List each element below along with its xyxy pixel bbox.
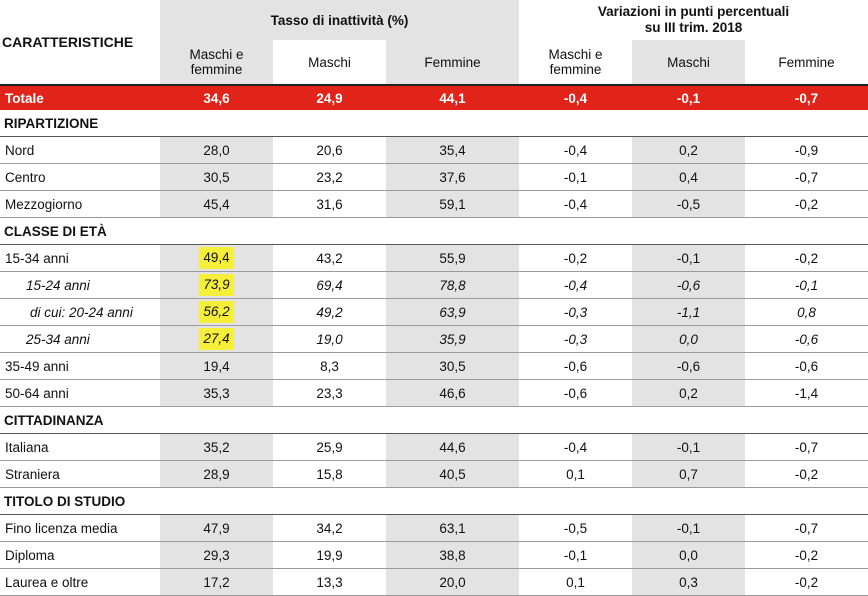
table-row bbox=[0, 272, 868, 299]
total-value: -0,4 bbox=[519, 85, 632, 110]
cell: -0,7 bbox=[745, 434, 868, 461]
row-label: Nord bbox=[0, 137, 160, 164]
cell: -0,1 bbox=[745, 272, 868, 299]
cell: 46,6 bbox=[386, 380, 519, 407]
table-row bbox=[0, 299, 868, 326]
col-header-both-var: Maschi e femmine bbox=[519, 40, 632, 85]
cell bbox=[160, 272, 273, 299]
cell: 47,9 bbox=[160, 515, 273, 542]
highlighted-value: 73,9 bbox=[199, 274, 233, 296]
table-row bbox=[0, 245, 868, 272]
cell: -0,6 bbox=[745, 326, 868, 353]
cell: -0,9 bbox=[745, 137, 868, 164]
cell: -0,2 bbox=[745, 542, 868, 569]
row-label: di cui: 20-24 anni bbox=[0, 299, 160, 326]
cell: -0,6 bbox=[745, 353, 868, 380]
total-row bbox=[0, 85, 868, 110]
cell: 0,2 bbox=[632, 137, 745, 164]
inactivity-rate-group-header: Tasso di inattività (%) bbox=[160, 0, 519, 40]
cell: -0,5 bbox=[519, 515, 632, 542]
table-row bbox=[0, 461, 868, 488]
row-label: Laurea e oltre bbox=[0, 569, 160, 596]
cell: 0,7 bbox=[632, 461, 745, 488]
section-header-row bbox=[0, 218, 868, 245]
cell: 8,3 bbox=[273, 353, 386, 380]
table-row bbox=[0, 164, 868, 191]
cell: 35,3 bbox=[160, 380, 273, 407]
cell: 55,9 bbox=[386, 245, 519, 272]
row-label: Diploma bbox=[0, 542, 160, 569]
cell: 0,2 bbox=[632, 380, 745, 407]
cell: -0,6 bbox=[519, 353, 632, 380]
cell: -0,1 bbox=[519, 542, 632, 569]
cell: 19,4 bbox=[160, 353, 273, 380]
cell: -0,4 bbox=[519, 191, 632, 218]
cell: 63,9 bbox=[386, 299, 519, 326]
table-row bbox=[0, 434, 868, 461]
section-header-row bbox=[0, 407, 868, 434]
total-value: -0,7 bbox=[745, 85, 868, 110]
cell: -0,4 bbox=[519, 137, 632, 164]
row-label: Centro bbox=[0, 164, 160, 191]
col-header-both: Maschi e femmine bbox=[160, 40, 273, 85]
cell: 17,2 bbox=[160, 569, 273, 596]
table-row bbox=[0, 191, 868, 218]
total-value: 24,9 bbox=[273, 85, 386, 110]
cell: -0,4 bbox=[519, 434, 632, 461]
highlighted-value: 27,4 bbox=[199, 328, 233, 350]
cell: 38,8 bbox=[386, 542, 519, 569]
row-label: 35-49 anni bbox=[0, 353, 160, 380]
section-title: CITTADINANZA bbox=[0, 407, 868, 434]
cell: -0,6 bbox=[519, 380, 632, 407]
cell: 35,2 bbox=[160, 434, 273, 461]
section-title: RIPARTIZIONE bbox=[0, 110, 868, 137]
row-label: 15-24 anni bbox=[0, 272, 160, 299]
row-label: Fino licenza media bbox=[0, 515, 160, 542]
cell: -0,1 bbox=[632, 245, 745, 272]
cell: 0,1 bbox=[519, 461, 632, 488]
table-row bbox=[0, 326, 868, 353]
cell: 30,5 bbox=[386, 353, 519, 380]
cell: 0,4 bbox=[632, 164, 745, 191]
cell: -0,2 bbox=[745, 245, 868, 272]
total-value: 34,6 bbox=[160, 85, 273, 110]
cell: 23,2 bbox=[273, 164, 386, 191]
highlighted-value: 49,4 bbox=[199, 247, 233, 269]
table-row bbox=[0, 515, 868, 542]
cell: 25,9 bbox=[273, 434, 386, 461]
cell bbox=[160, 326, 273, 353]
cell: -0,3 bbox=[519, 299, 632, 326]
cell: 13,3 bbox=[273, 569, 386, 596]
cell: -0,4 bbox=[519, 272, 632, 299]
cell: 43,2 bbox=[273, 245, 386, 272]
cell: 59,1 bbox=[386, 191, 519, 218]
cell: 15,8 bbox=[273, 461, 386, 488]
col-header-male-var: Maschi bbox=[632, 40, 745, 85]
cell: -1,4 bbox=[745, 380, 868, 407]
cell: -0,7 bbox=[745, 515, 868, 542]
table-row bbox=[0, 137, 868, 164]
cell: -0,2 bbox=[745, 569, 868, 596]
cell: -0,2 bbox=[745, 191, 868, 218]
row-label: 15-34 anni bbox=[0, 245, 160, 272]
cell: 20,0 bbox=[386, 569, 519, 596]
cell: 45,4 bbox=[160, 191, 273, 218]
cell: 0,0 bbox=[632, 326, 745, 353]
cell: -0,2 bbox=[519, 245, 632, 272]
characteristics-header: CARATTERISTICHE bbox=[0, 0, 160, 85]
total-value: -0,1 bbox=[632, 85, 745, 110]
cell: 20,6 bbox=[273, 137, 386, 164]
cell: -0,7 bbox=[745, 164, 868, 191]
row-label: 50-64 anni bbox=[0, 380, 160, 407]
cell: 0,8 bbox=[745, 299, 868, 326]
cell: -0,1 bbox=[632, 515, 745, 542]
cell: 30,5 bbox=[160, 164, 273, 191]
cell: -1,1 bbox=[632, 299, 745, 326]
col-header-female-var: Femmine bbox=[745, 40, 868, 85]
cell: 19,9 bbox=[273, 542, 386, 569]
cell: 69,4 bbox=[273, 272, 386, 299]
row-label: Mezzogiorno bbox=[0, 191, 160, 218]
cell: 0,0 bbox=[632, 542, 745, 569]
col-header-male: Maschi bbox=[273, 40, 386, 85]
cell: 31,6 bbox=[273, 191, 386, 218]
cell: 35,9 bbox=[386, 326, 519, 353]
section-header-row bbox=[0, 488, 868, 515]
row-label: Italiana bbox=[0, 434, 160, 461]
cell: 23,3 bbox=[273, 380, 386, 407]
row-label: Straniera bbox=[0, 461, 160, 488]
variation-title-line2: su III trim. 2018 bbox=[644, 20, 743, 35]
cell: 35,4 bbox=[386, 137, 519, 164]
cell: 44,6 bbox=[386, 434, 519, 461]
cell: 29,3 bbox=[160, 542, 273, 569]
variation-group-header bbox=[519, 0, 868, 40]
cell: 78,8 bbox=[386, 272, 519, 299]
cell: -0,3 bbox=[519, 326, 632, 353]
cell: 34,2 bbox=[273, 515, 386, 542]
table-row bbox=[0, 569, 868, 596]
cell bbox=[160, 245, 273, 272]
cell: 63,1 bbox=[386, 515, 519, 542]
highlighted-value: 56,2 bbox=[199, 301, 233, 323]
cell: -0,6 bbox=[632, 353, 745, 380]
cell: -0,6 bbox=[632, 272, 745, 299]
cell: 37,6 bbox=[386, 164, 519, 191]
cell: -0,5 bbox=[632, 191, 745, 218]
cell: 28,9 bbox=[160, 461, 273, 488]
total-value: 44,1 bbox=[386, 85, 519, 110]
cell: 19,0 bbox=[273, 326, 386, 353]
cell: -0,2 bbox=[745, 461, 868, 488]
table-row bbox=[0, 380, 868, 407]
row-label: 25-34 anni bbox=[0, 326, 160, 353]
cell: -0,1 bbox=[632, 434, 745, 461]
section-header-row bbox=[0, 110, 868, 137]
cell: 0,1 bbox=[519, 569, 632, 596]
cell: 28,0 bbox=[160, 137, 273, 164]
cell bbox=[160, 299, 273, 326]
cell: 0,3 bbox=[632, 569, 745, 596]
table-row bbox=[0, 542, 868, 569]
cell: -0,1 bbox=[519, 164, 632, 191]
section-title: TITOLO DI STUDIO bbox=[0, 488, 868, 515]
cell: 49,2 bbox=[273, 299, 386, 326]
col-header-female: Femmine bbox=[386, 40, 519, 85]
cell: 40,5 bbox=[386, 461, 519, 488]
section-title: CLASSE DI ETÀ bbox=[0, 218, 868, 245]
table-row bbox=[0, 353, 868, 380]
total-label: Totale bbox=[0, 85, 160, 110]
variation-title-line1: Variazioni in punti percentuali bbox=[597, 4, 790, 19]
